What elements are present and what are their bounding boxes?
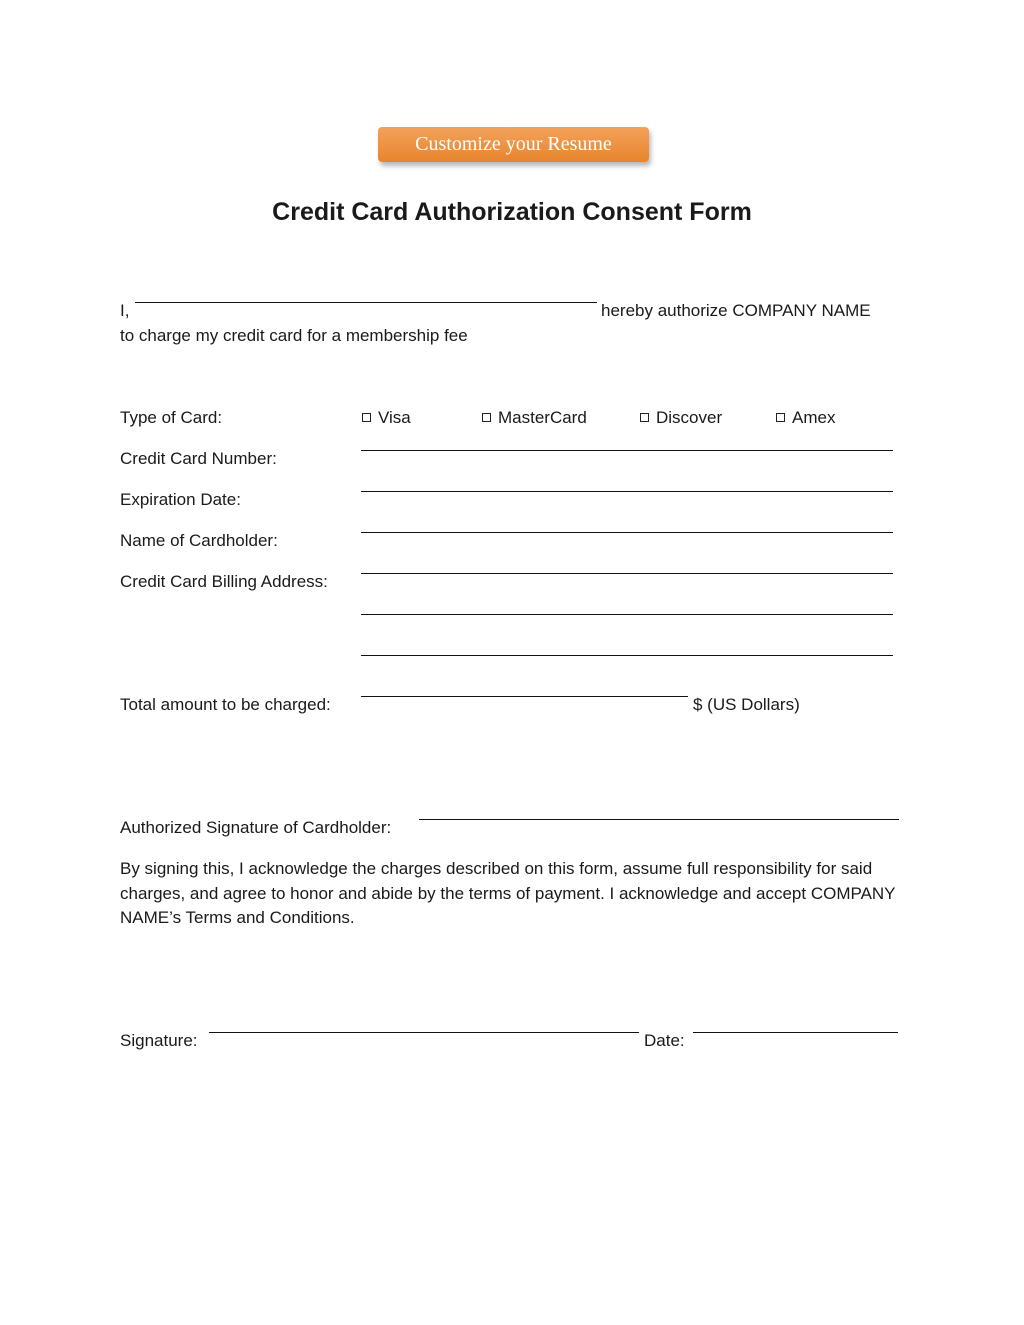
name-field[interactable] [135, 302, 597, 303]
auth-suffix: hereby authorize COMPANY NAME [601, 301, 871, 320]
discover-label: Discover [656, 408, 723, 427]
authorized-signature-label: Authorized Signature of Cardholder: [120, 818, 392, 837]
auth-prefix: I, [120, 301, 130, 320]
card-option-visa[interactable] [362, 408, 411, 428]
expiration-field[interactable] [361, 491, 893, 492]
customize-resume-button[interactable]: Customize your Resume [378, 127, 649, 162]
amex-checkbox[interactable] [776, 413, 785, 422]
card-number-field[interactable] [361, 450, 893, 451]
amount-unit: $ (US Dollars) [693, 695, 800, 714]
mastercard-label: MasterCard [498, 408, 587, 427]
auth-line2: to charge my credit card for a membership fee [120, 326, 468, 345]
billing-address-field-3[interactable] [361, 655, 893, 656]
card-number-label: Credit Card Number: [120, 449, 277, 468]
authorized-signature-field[interactable] [419, 819, 899, 820]
discover-checkbox[interactable] [640, 413, 649, 422]
card-option-amex[interactable] [776, 408, 835, 428]
visa-label: Visa [378, 408, 411, 427]
billing-address-field-1[interactable] [361, 573, 893, 574]
card-type-label: Type of Card: [120, 408, 223, 427]
signature-label: Signature: [120, 1031, 198, 1050]
card-option-mastercard[interactable] [482, 408, 587, 428]
cardholder-name-field[interactable] [361, 532, 893, 533]
billing-address-label: Credit Card Billing Address: [120, 572, 328, 591]
expiration-label: Expiration Date: [120, 490, 241, 509]
cardholder-name-label: Name of Cardholder: [120, 531, 278, 550]
mastercard-checkbox[interactable] [482, 413, 491, 422]
card-option-discover[interactable] [640, 408, 722, 428]
acknowledgement-text: By signing this, I acknowledge the charges described on this form, assume full responsibility for said charges, and agree to honor and abide by the terms of payment. I acknowledge and accept COMPANY NAME’s Terms and Conditions. [120, 859, 896, 927]
form-title: Credit Card Authorization Consent Form [272, 198, 752, 226]
billing-address-field-2[interactable] [361, 614, 893, 615]
signature-field[interactable] [209, 1032, 639, 1033]
amount-field[interactable] [361, 696, 688, 697]
visa-checkbox[interactable] [362, 413, 371, 422]
amount-label: Total amount to be charged: [120, 695, 331, 714]
date-field[interactable] [693, 1032, 898, 1033]
date-label: Date: [644, 1031, 685, 1050]
amex-label: Amex [792, 408, 836, 427]
